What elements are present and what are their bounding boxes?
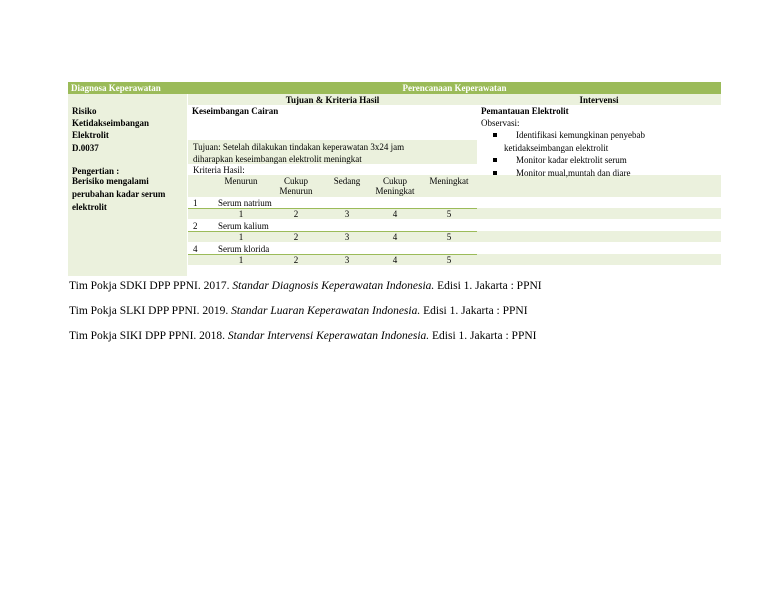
criteria-value: 5 bbox=[446, 209, 452, 219]
definition-2: perubahan kadar serum bbox=[72, 189, 166, 199]
criteria-value: 4 bbox=[392, 209, 398, 219]
criteria-label: Kriteria Hasil: bbox=[193, 165, 245, 175]
criteria-value: 3 bbox=[344, 209, 350, 219]
scale-label-2: Meningkat bbox=[375, 186, 415, 196]
diagnosis-code: D.0037 bbox=[72, 143, 99, 153]
bullet-icon bbox=[493, 158, 497, 162]
bullet-icon bbox=[493, 171, 497, 175]
header-intervention: Intervensi bbox=[579, 95, 619, 105]
criteria-value: 2 bbox=[293, 255, 299, 265]
scale-label: Sedang bbox=[333, 176, 361, 186]
criteria-name: Serum natrium bbox=[218, 198, 272, 208]
criteria-value: 5 bbox=[446, 232, 452, 242]
scale-label: Menurun bbox=[224, 176, 258, 186]
criteria-value: 3 bbox=[344, 232, 350, 242]
diagnosis-name-1: Risiko bbox=[72, 106, 97, 116]
criteria-num: 2 bbox=[193, 221, 198, 231]
scale-label: Cukup bbox=[283, 176, 308, 186]
diagnosis-name-2: Ketidakseimbangan bbox=[72, 118, 150, 128]
header-goals: Tujuan & Kriteria Hasil bbox=[285, 95, 380, 105]
goals-title: Keseimbangan Cairan bbox=[192, 106, 279, 116]
intervention-item-2: Monitor kadar elektrolit serum bbox=[516, 155, 627, 165]
scale-label: Cukup bbox=[382, 176, 407, 186]
criteria-value: 4 bbox=[392, 255, 398, 265]
intervention-item-1-cont: ketidakseimbangan elektrolit bbox=[504, 143, 609, 153]
intervention-item-1: Identifikasi kemungkinan penyebab bbox=[516, 130, 645, 140]
scale-label: Meningkat bbox=[429, 176, 469, 186]
objective-1: Tujuan: Setelah dilakukan tindakan keperawatan 3x24 jam bbox=[193, 142, 405, 152]
intervention-title: Pemantauan Elektrolit bbox=[481, 106, 569, 116]
criteria-name: Serum klorida bbox=[218, 244, 270, 254]
criteria-num: 4 bbox=[193, 244, 198, 254]
criteria-value: 3 bbox=[344, 255, 350, 265]
criteria-value: 1 bbox=[238, 232, 244, 242]
criteria-value: 1 bbox=[238, 209, 244, 219]
reference: Tim Pokja SLKI DPP PPNI. 2019. Standar Luaran Keperawatan Indonesia. Edisi 1. Jakarta : PPNI bbox=[69, 305, 528, 317]
scale-label-2: Menurun bbox=[279, 186, 313, 196]
definition-3: elektrolit bbox=[72, 202, 107, 212]
criteria-num: 1 bbox=[193, 198, 198, 208]
header-diagnosis: Diagnosa Keperawatan bbox=[71, 83, 161, 93]
criteria-value: 1 bbox=[238, 255, 244, 265]
reference: Tim Pokja SIKI DPP PPNI. 2018. Standar Intervensi Keperawatan Indonesia. Edisi 1. Jakarta : PPNI bbox=[69, 330, 537, 342]
definition-1: Berisiko mengalami bbox=[72, 176, 149, 186]
header-plan: Perencanaan Keperawatan bbox=[402, 83, 507, 93]
criteria-value: 5 bbox=[446, 255, 452, 265]
criteria-value: 2 bbox=[293, 209, 299, 219]
objective-2: diharapkan keseimbangan elektrolit meningkat bbox=[193, 154, 362, 164]
intervention-item-3: Monitor mual,muntah dan diare bbox=[516, 168, 631, 178]
diagnosis-name-3: Elektrolit bbox=[72, 130, 109, 140]
bullet-icon bbox=[493, 133, 497, 137]
criteria-name: Serum kalium bbox=[218, 221, 269, 231]
observation-label: Observasi: bbox=[481, 118, 520, 128]
reference: Tim Pokja SDKI DPP PPNI. 2017. Standar Diagnosis Keperawatan Indonesia. Edisi 1. Jakarta : PPNI bbox=[69, 280, 542, 292]
definition-label: Pengertian : bbox=[72, 166, 120, 176]
criteria-value: 2 bbox=[293, 232, 299, 242]
criteria-value: 4 bbox=[392, 232, 398, 242]
